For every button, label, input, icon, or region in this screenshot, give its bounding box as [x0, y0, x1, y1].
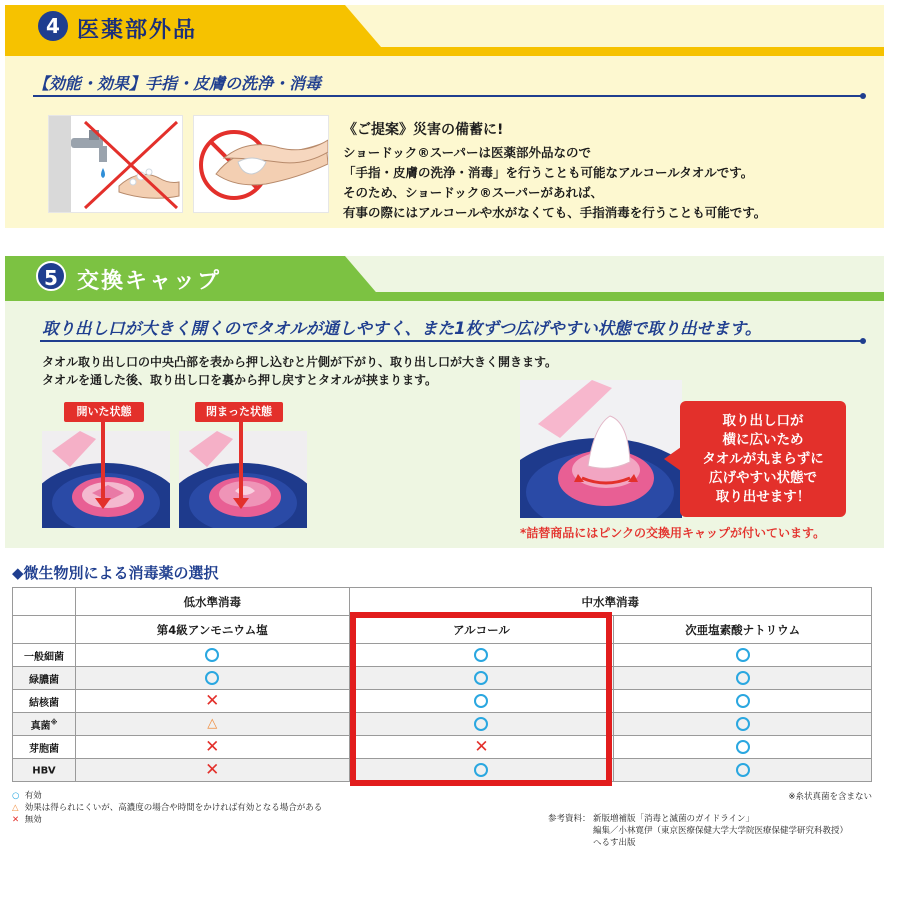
- table-cell: [614, 713, 872, 736]
- reference-line: 新版増補版「消毒と滅菌のガイドライン」: [593, 814, 754, 824]
- callout-line: 取り出し口が: [722, 413, 804, 429]
- reference-line: 編集／小林寛伊（東京医療保健大学大学院医療保健学研究科教授）: [593, 826, 849, 836]
- partial-triangle-icon: △: [207, 716, 218, 731]
- table-cell: [614, 667, 872, 690]
- row-label-text: 緑膿菌: [28, 674, 59, 686]
- effective-circle-icon: [474, 694, 488, 708]
- table-cell: [614, 690, 872, 713]
- row-label-text: 結核菌: [28, 697, 59, 709]
- table-cell: [75, 667, 349, 690]
- table-cell: [349, 713, 614, 736]
- column-header: アルコール: [349, 616, 614, 644]
- section-title: 交換キャップ: [77, 269, 222, 294]
- callout-line: タオルが丸まらずに: [702, 451, 824, 467]
- cap-headline: 取り出し口が大きく開くのでタオルが通しやすく、また1枚ずつ広げやすい状態で取り出せます。: [42, 319, 762, 338]
- table-cell: [75, 644, 349, 667]
- section-quasi-drug: [5, 5, 884, 228]
- reference-line: へるす出版: [593, 838, 636, 848]
- closed-state-label: 閉まった状態: [195, 402, 283, 422]
- cap-towel-photo: [520, 380, 682, 518]
- table-row: [13, 690, 872, 713]
- row-label-text: HBV: [32, 765, 56, 777]
- group-low-header: 低水準消毒: [75, 588, 349, 616]
- row-label: [13, 759, 76, 782]
- effective-circle-icon: [736, 740, 750, 754]
- hands-towel-illustration: [193, 115, 329, 213]
- table-footnote: ※糸状真菌を含まない: [788, 792, 872, 802]
- table-cell: [349, 736, 614, 759]
- row-label-note: ※: [50, 718, 58, 727]
- disinfectant-table: [12, 587, 872, 782]
- table-cell: [614, 644, 872, 667]
- legend-item: [12, 789, 42, 801]
- corner-cell: [13, 588, 76, 616]
- column-header: 次亜塩素酸ナトリウム: [614, 616, 872, 644]
- table-cell: [614, 736, 872, 759]
- proposal-line: ショードック®スーパーは医薬部外品なので: [343, 145, 592, 160]
- table-row: [13, 736, 872, 759]
- row-label-text: 真菌: [30, 720, 51, 732]
- effective-circle-icon: [474, 648, 488, 662]
- closed-cap-photo: [179, 431, 307, 528]
- cross-icon: ✕: [12, 815, 20, 825]
- proposal-line: そのため、ショードック®スーパーがあれば、: [343, 185, 604, 200]
- cap-description: タオル取り出し口の中央凸部を表から押し込むと片側が下がり、取り出し口が大きく開きます。: [42, 355, 558, 369]
- table-cell: [614, 759, 872, 782]
- effective-circle-icon: [205, 648, 219, 662]
- section-number: 4: [38, 11, 68, 41]
- section-bar: [5, 47, 884, 56]
- reference-label: 参考資料：: [548, 814, 591, 824]
- table-cell: [349, 644, 614, 667]
- legend-item: [12, 801, 322, 813]
- ineffective-cross-icon: ✕: [205, 736, 220, 757]
- row-label-text: 芽胞菌: [28, 743, 59, 755]
- row-label: [13, 736, 76, 759]
- faucet-crossed-illustration: [48, 115, 183, 213]
- ineffective-cross-icon: ✕: [474, 736, 489, 757]
- divider: [40, 340, 863, 342]
- table-cell: [349, 690, 614, 713]
- table-cell: [75, 713, 349, 736]
- table-row: [13, 713, 872, 736]
- effective-circle-icon: [474, 671, 488, 685]
- callout-line: 広げやすい状態で: [709, 470, 817, 486]
- row-label: [13, 690, 76, 713]
- down-arrow-icon: [101, 422, 105, 500]
- efficacy-heading: 【効能・効果】手指・皮膚の洗浄・消毒: [33, 74, 322, 93]
- wide-opening-callout: [680, 401, 846, 517]
- proposal-line: 有事の際にはアルコールや水がなくても、手指消毒を行うことも可能です。: [343, 205, 767, 220]
- effective-circle-icon: [736, 648, 750, 662]
- table-cell: [349, 759, 614, 782]
- callout-line: 横に広いため: [722, 432, 804, 448]
- effective-circle-icon: [736, 763, 750, 777]
- table-body: [13, 644, 872, 782]
- row-label: [13, 667, 76, 690]
- refill-note: *詰替商品にはピンクの交換用キャップが付いています。: [520, 526, 826, 540]
- column-header: 第4級アンモニウム塩: [75, 616, 349, 644]
- row-label: [13, 644, 76, 667]
- proposal-line: 「手指・皮膚の洗浄・消毒」を行うことも可能なアルコールタオルです。: [343, 165, 754, 180]
- row-label: [13, 713, 76, 736]
- section-number: 5: [36, 261, 66, 291]
- open-state-label: 開いた状態: [64, 402, 144, 422]
- group-mid-header: 中水準消毒: [349, 588, 871, 616]
- effective-circle-icon: [736, 671, 750, 685]
- table-heading: ◆微生物別による消毒薬の選択: [12, 564, 219, 582]
- cap-description: タオルを通した後、取り出し口を裏から押し戻すとタオルが挟まります。: [42, 373, 438, 387]
- circle-icon: ○: [12, 791, 20, 801]
- legend-text: 有効: [24, 791, 42, 801]
- table-cell: [349, 667, 614, 690]
- table-row: [13, 644, 872, 667]
- triangle-icon: △: [12, 803, 19, 813]
- table-cell: [75, 690, 349, 713]
- proposal-title: 《ご提案》災害の備蓄に!: [343, 122, 504, 138]
- section-title: 医薬部外品: [77, 18, 198, 43]
- corner-cell: [13, 616, 76, 644]
- down-arrow-icon: [239, 422, 243, 500]
- effective-circle-icon: [736, 717, 750, 731]
- row-label-text: 一般細菌: [23, 651, 64, 663]
- legend-item: [12, 813, 42, 825]
- table-row: [13, 759, 872, 782]
- legend-text: 無効: [24, 815, 42, 825]
- ineffective-cross-icon: ✕: [205, 690, 220, 711]
- effective-circle-icon: [736, 694, 750, 708]
- effective-circle-icon: [474, 717, 488, 731]
- table-row: [13, 667, 872, 690]
- divider: [33, 95, 863, 97]
- ineffective-cross-icon: ✕: [205, 759, 220, 780]
- legend-text: 効果は得られにくいが、高濃度の場合や時間をかければ有効となる場合がある: [24, 803, 323, 813]
- table-cell: [75, 736, 349, 759]
- callout-line: 取り出せます！: [715, 489, 811, 505]
- open-cap-photo: [42, 431, 170, 528]
- effective-circle-icon: [205, 671, 219, 685]
- table-cell: [75, 759, 349, 782]
- effective-circle-icon: [474, 763, 488, 777]
- section-replacement-cap: [5, 256, 884, 548]
